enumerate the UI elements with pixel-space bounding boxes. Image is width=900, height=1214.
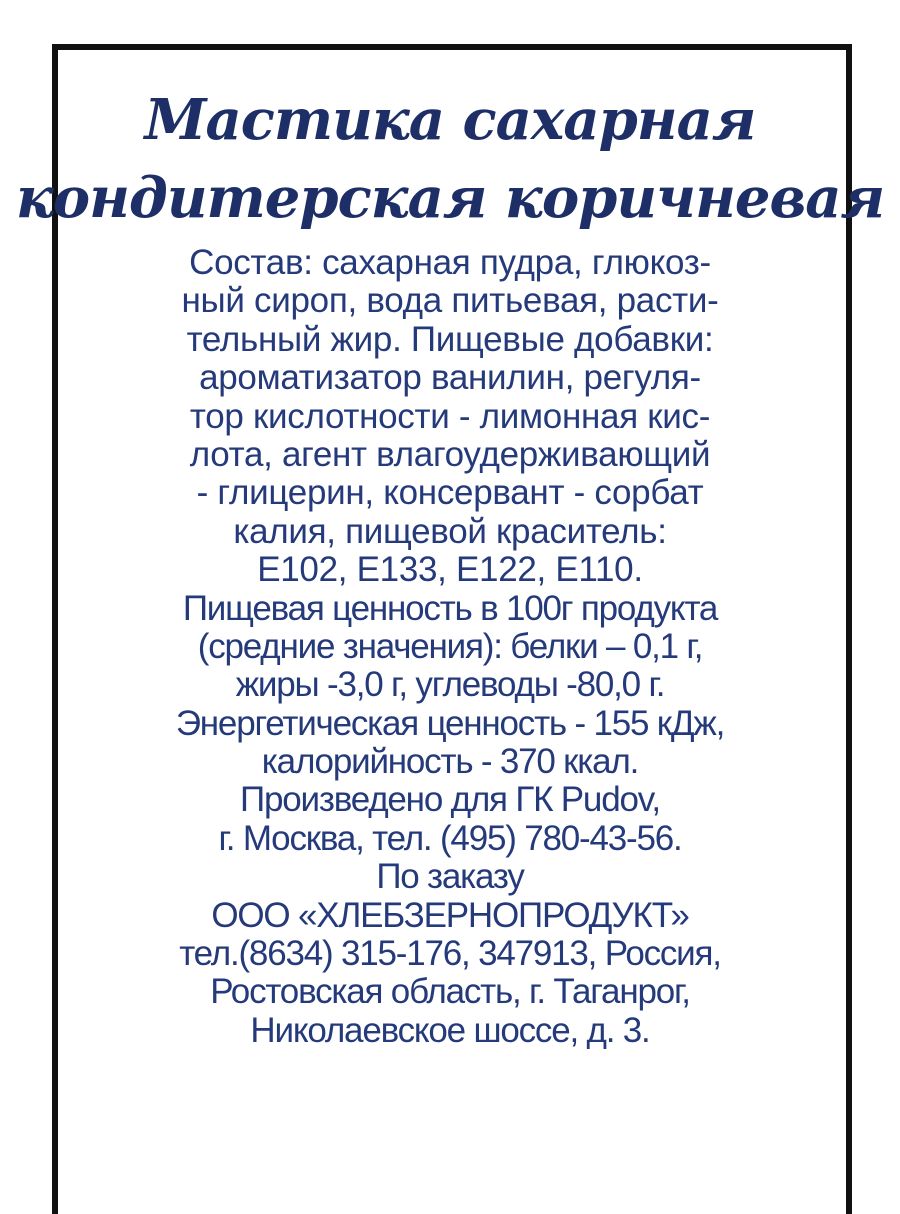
composition-line-9: Е102, Е133, Е122, Е110.	[257, 550, 643, 590]
energy-line-2: калорийность - 370 ккал.	[261, 742, 639, 782]
composition-line-6: лота, агент влагоудерживающий	[189, 434, 711, 474]
composition-line-1: Состав: сахарная пудра, глюкоз-	[189, 243, 711, 282]
nutrition-line-3: жиры -3,0 г, углеводы -80,0 г.	[235, 665, 665, 705]
composition-line-4: ароматизатор ванилин, регуля-	[199, 358, 701, 398]
product-title-line-1: Мастика сахарная	[144, 87, 756, 153]
composition-line-8: калия, пищевой краситель:	[233, 511, 667, 551]
address-line-2: Ростовская область, г. Таганрог,	[210, 972, 690, 1012]
composition-line-2: ный сироп, вода питьевая, расти-	[181, 281, 719, 321]
address-line-1: тел.(8634) 315-176, 347913, Россия,	[179, 934, 721, 974]
composition-line-5: тор кислотности - лимонная кис-	[189, 396, 711, 436]
composition-line-3: тельный жир. Пищевые добавки:	[186, 319, 714, 359]
producer-line-1: Произведено для ГК Pudov,	[240, 780, 660, 820]
order-line-1: По заказу	[376, 857, 524, 897]
product-title-line-2: кондитерская коричневая	[15, 165, 885, 231]
label-body-text	[0, 244, 900, 1050]
order-line-2: ООО «ХЛЕБЗЕРНОПРОДУКТ»	[211, 895, 689, 935]
composition-line-7: - глицерин, консервант - сорбат	[196, 473, 704, 513]
energy-line-1: Энергетическая ценность - 155 кДж,	[175, 703, 725, 743]
nutrition-line-1: Пищевая ценность в 100г продукта	[182, 588, 718, 628]
nutrition-line-2: (средние значения): белки – 0,1 г,	[197, 626, 703, 666]
address-line-3: Николаевское шоссе, д. 3.	[250, 1010, 650, 1050]
producer-line-2: г. Москва, тел. (495) 780-43-56.	[218, 818, 682, 858]
